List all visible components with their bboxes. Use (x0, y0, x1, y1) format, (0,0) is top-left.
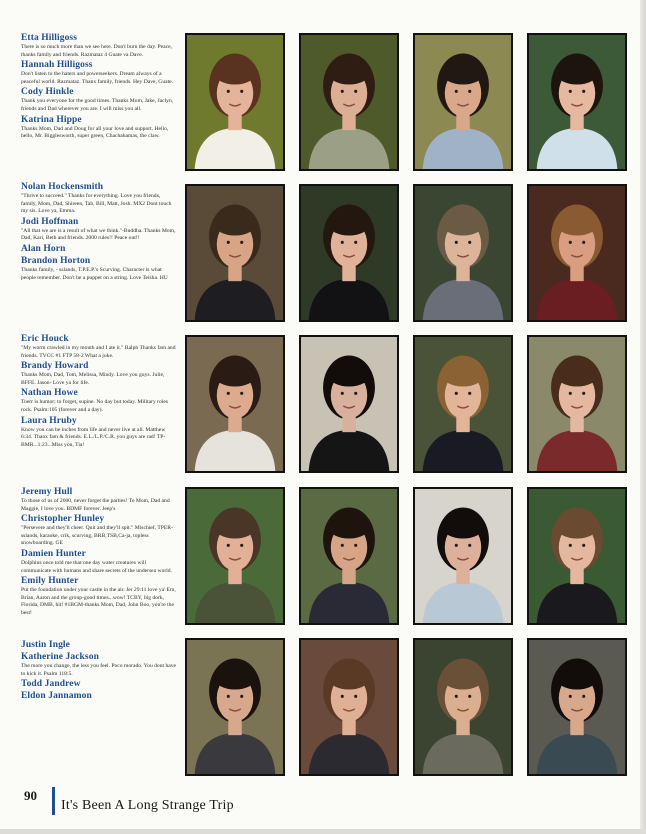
portrait-eye (455, 695, 458, 698)
portrait-eye (227, 241, 230, 244)
student-entry (21, 33, 177, 59)
student-photo (527, 184, 627, 322)
portrait-eye (569, 544, 572, 547)
student-quote: "My worm crawled in my mouth and I ate it." Ralph Thanks fam and friends. TVCC #1 FTP 58-2 What a joke. (21, 345, 176, 359)
portrait-bangs (215, 517, 255, 538)
student-name: Laura Hruby (21, 415, 77, 426)
page-edge (640, 0, 646, 834)
student-entry (21, 487, 177, 513)
page-title: It's Been A Long Strange Trip (61, 798, 234, 813)
portrait-eye (582, 241, 585, 244)
entry-block-1 (21, 33, 177, 142)
portrait-bangs (329, 365, 369, 386)
entry-block-2 (21, 182, 177, 283)
student-photo (527, 335, 627, 473)
student-name: Nolan Hockensmith (21, 182, 104, 192)
portrait-image (187, 186, 283, 320)
portrait-eye (240, 544, 243, 547)
student-quote: Know you can be inches from life and never live at all. Matthew 6:34. Thanx fam & friends. E.L./L.P./C.R. you guys are rad! TP-BMR...1:23...Miss you, Tia! (21, 426, 166, 448)
student-quote: Dolphins once told me that one day water creatures will communicate with humans and share secrets of the undersea world. (21, 559, 172, 574)
entry-block-3 (21, 334, 177, 450)
student-quote: Put the foundation under your castle in the air. Jer 29:11 love ya' Em, Brian, Aaron and the group-good times...wow! TCBY, big dork, Florida, DMB, hit! #1BGM-thanks Mom, Dad, John Boo, you're the best! (21, 587, 176, 616)
portrait-eye (468, 695, 471, 698)
portrait-image (415, 337, 511, 471)
portrait-eye (227, 695, 230, 698)
folio-divider (52, 787, 55, 815)
portrait-eye (468, 241, 471, 244)
student-photo (527, 638, 627, 776)
portrait-bangs (443, 517, 483, 538)
student-photo (185, 33, 285, 171)
portrait-eye (569, 392, 572, 395)
student-quote: "Thrive to succeed." Thanks for everything. Love you friends, family, Mom, Dad, Shireen, Tab, Bill, Matt, Josh. MX2 Dont touch my sis. Love ya, Emma. (21, 193, 172, 215)
student-entry (21, 640, 177, 651)
portrait-eye (455, 241, 458, 244)
student-name: Todd Jandrew (21, 679, 81, 690)
student-quote: The more you change, the less you feel. Poco morado. You dont have to kick it. Psalm 118:5. (21, 663, 177, 677)
portrait-image (415, 35, 511, 169)
portrait-eye (468, 392, 471, 395)
portrait-image (415, 186, 511, 320)
student-photo (185, 638, 285, 776)
portrait-image (529, 489, 625, 623)
portrait-image (301, 489, 397, 623)
portrait-eye (569, 90, 572, 93)
student-quote: Toerr is humor; to forget, supine. No day but today. Military roles rock. Psalm:105 (forever and a day). (21, 399, 169, 413)
student-quote: Don't listen to the haters and powerseekers. Dream always of a peaceful world. Razmataz. Thanx family, friends. Hey Dave, Guate. (21, 71, 174, 85)
portrait-eye (354, 544, 357, 547)
portrait-bangs (329, 517, 369, 538)
student-name: Katrina Hippe (21, 114, 82, 125)
portrait-bangs (329, 63, 369, 84)
student-name: Alan Horn (21, 243, 66, 254)
portrait-eye (341, 392, 344, 395)
student-photo (299, 487, 399, 625)
portrait-eye (240, 695, 243, 698)
student-photo (413, 184, 513, 322)
portrait-eye (341, 241, 344, 244)
student-entry (21, 244, 177, 255)
student-entry (21, 217, 177, 243)
portrait-eye (569, 695, 572, 698)
portrait-eye (354, 392, 357, 395)
student-name: Eldon Jannamon (21, 691, 92, 702)
portrait-eye (582, 695, 585, 698)
portrait-eye (341, 695, 344, 698)
portrait-eye (354, 695, 357, 698)
portrait-image (301, 35, 397, 169)
portrait-eye (227, 544, 230, 547)
portrait-bangs (557, 668, 597, 689)
student-name: Jeremy Hull (21, 487, 73, 497)
student-entry (21, 652, 177, 678)
student-entry (21, 334, 177, 360)
portrait-bangs (557, 63, 597, 84)
portrait-bangs (215, 63, 255, 84)
portrait-eye (468, 90, 471, 93)
portrait-image (187, 337, 283, 471)
page-number: 90 (24, 788, 37, 803)
entry-block-5 (21, 640, 177, 703)
portrait-eye (468, 544, 471, 547)
portrait-bangs (443, 668, 483, 689)
student-photo (185, 487, 285, 625)
portrait-bangs (557, 517, 597, 538)
portrait-eye (341, 90, 344, 93)
portrait-eye (341, 544, 344, 547)
student-quote: Thanks Mom, Dad, Tom, Melissa, Mindy. Love you guys. Julie, BFFE. Jason- Love ya for life. (21, 372, 165, 386)
student-name: Cody Hinkle (21, 87, 74, 98)
portrait-image (529, 640, 625, 774)
student-quote: "Persevere and they'll cheer. Quit and they'll spit." Mischief, TPER- sslands, karaoke, crik, scurving, BRB,TSB,Ca-ja, topless snowboarding. GE (21, 525, 173, 547)
student-quote: Thanks family, - sslands, T.P.E.P.'s Scurving. Character is what people remember. Don't be a puppet on a string. Love Teisha. HU (21, 266, 168, 281)
student-name: Brandy Howard (21, 361, 89, 372)
student-entry (21, 87, 177, 113)
portrait-eye (582, 544, 585, 547)
portrait-bangs (215, 668, 255, 689)
portrait-bangs (557, 214, 597, 235)
student-quote: "All that we are is a result of what we think."-Buddha. Thanks Mom, Dad, Kari, Beth and friends. 2000 rules!! Peace out!! (21, 227, 176, 242)
portrait-image (301, 640, 397, 774)
student-name: Katherine Jackson (21, 652, 99, 662)
student-entry (21, 256, 177, 282)
portrait-bangs (329, 214, 369, 235)
portrait-eye (582, 90, 585, 93)
student-name: Nathan Howe (21, 388, 78, 399)
portrait-image (415, 640, 511, 774)
student-photo (413, 487, 513, 625)
student-name: Hannah Hilligoss (21, 60, 93, 71)
student-entry (21, 549, 177, 575)
student-entry (21, 691, 177, 702)
student-entry (21, 514, 177, 548)
student-entry (21, 361, 177, 387)
portrait-bangs (557, 365, 597, 386)
page-edge-bottom (0, 829, 646, 834)
student-entry (21, 182, 177, 216)
student-name: Eric Houck (21, 334, 69, 344)
portrait-eye (227, 392, 230, 395)
student-name: Etta Hilligoss (21, 33, 78, 43)
student-photo (185, 335, 285, 473)
portrait-bangs (215, 365, 255, 386)
student-entry (21, 115, 177, 141)
portrait-image (187, 640, 283, 774)
portrait-eye (240, 241, 243, 244)
student-photo (299, 335, 399, 473)
portrait-image (529, 337, 625, 471)
student-photo (527, 487, 627, 625)
student-photo (299, 638, 399, 776)
portrait-eye (582, 392, 585, 395)
student-quote: Thanks Mom, Dad and Doug for all your love and support. Hello, hello, Mr. Bigglesworth, super green, Chachahamas, the claw. (21, 125, 169, 140)
student-quote: There is so much more than we see here. Don't burn the day. Peace, thanks family and friends. Razmataz 4 Guate va Dave. (21, 44, 173, 58)
student-entry (21, 416, 177, 450)
student-quote: Thank you everyone for the good times. Thanks Mom, Jake, Jaclyn, friends and Dad wherever you are. I will miss you all. (21, 98, 174, 112)
student-photo (527, 33, 627, 171)
student-name: Jodi Hoffman (21, 216, 79, 227)
portrait-eye (227, 90, 230, 93)
student-photo (413, 638, 513, 776)
student-entry (21, 60, 177, 86)
portrait-eye (455, 392, 458, 395)
student-entry (21, 388, 177, 414)
entry-block-4 (21, 487, 177, 619)
student-name: Brandon Horton (21, 255, 91, 266)
student-photo (413, 335, 513, 473)
portrait-bangs (443, 365, 483, 386)
student-photo (413, 33, 513, 171)
student-photo (299, 33, 399, 171)
portrait-eye (455, 90, 458, 93)
portrait-bangs (443, 63, 483, 84)
student-entry (21, 679, 177, 690)
student-photo (185, 184, 285, 322)
portrait-eye (240, 90, 243, 93)
portrait-eye (455, 544, 458, 547)
student-name: Damien Hunter (21, 548, 86, 559)
portrait-image (529, 35, 625, 169)
portrait-bangs (329, 668, 369, 689)
portrait-image (529, 186, 625, 320)
student-name: Christopher Hunley (21, 514, 105, 525)
student-name: Emily Hunter (21, 576, 79, 587)
portrait-eye (354, 90, 357, 93)
portrait-bangs (215, 214, 255, 235)
portrait-image (301, 337, 397, 471)
portrait-eye (354, 241, 357, 244)
portrait-image (415, 489, 511, 623)
portrait-image (187, 35, 283, 169)
student-entry (21, 576, 177, 617)
portrait-eye (240, 392, 243, 395)
student-photo (299, 184, 399, 322)
student-quote: To those of us of 2000, never forget the parties! To Mom, Dad and Maggie, I love you. BDMF forever. Jeep's (21, 498, 170, 512)
portrait-eye (569, 241, 572, 244)
student-name: Justin Ingle (21, 640, 70, 650)
portrait-bangs (443, 214, 483, 235)
portrait-image (187, 489, 283, 623)
portrait-image (301, 186, 397, 320)
